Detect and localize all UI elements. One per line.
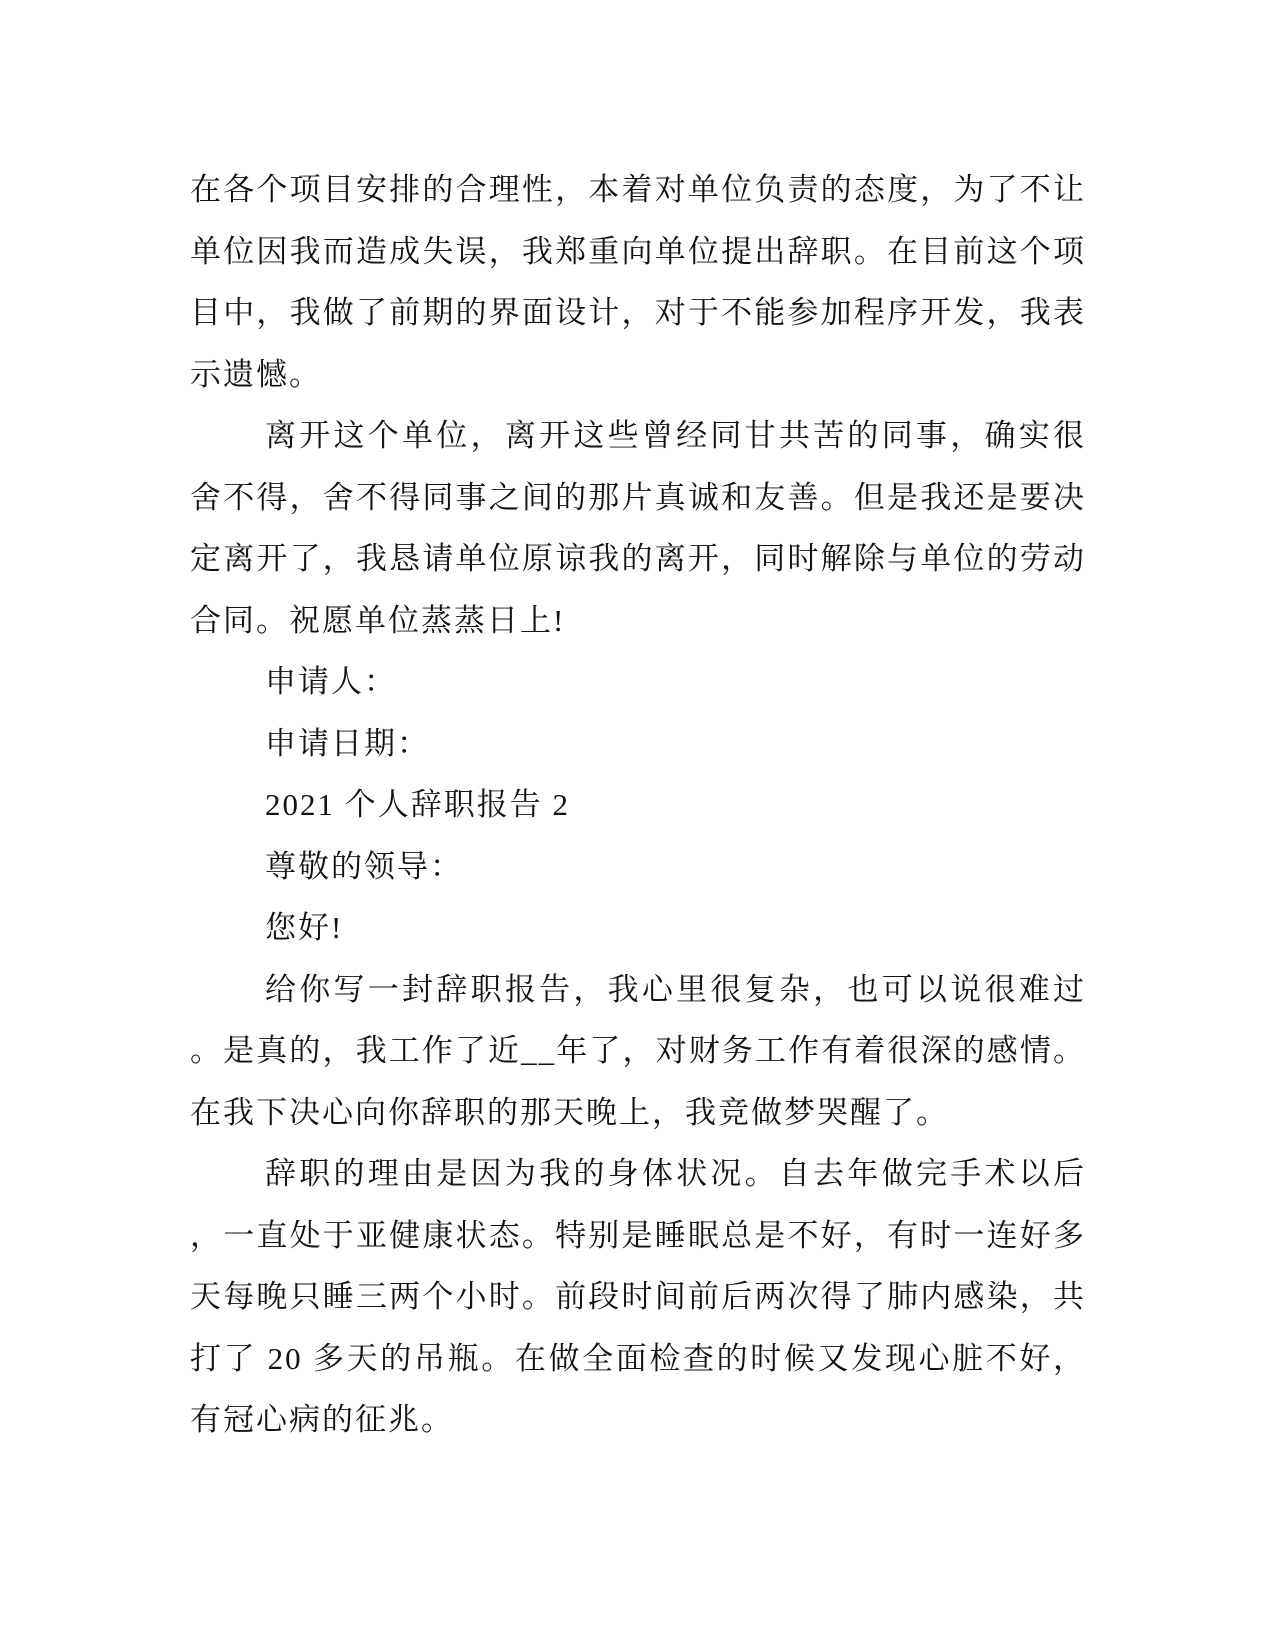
document-body [190, 159, 1086, 1451]
text-line: 目中，我做了前期的界面设计，对于不能参加程序开发，我表 [190, 295, 1086, 330]
text-line: 您好! [265, 910, 344, 945]
text-line: 定离开了，我恳请单位原谅我的离开，同时解除与单位的劳动 [190, 541, 1086, 576]
text-line: 合同。祝愿单位蒸蒸日上! [190, 602, 566, 638]
text-line: 尊敬的领导： [265, 848, 463, 884]
text-line: 在我下决心向你辞职的那天晚上，我竞做梦哭醒了。 [190, 1094, 949, 1130]
text-line: ，一直处于亚健康状态。特别是睡眠总是不好，有时一连好多 [190, 1217, 1086, 1253]
text-line: 示遗憾。 [190, 356, 322, 392]
text-line: 天每晚只睡三两个小时。前段时间前后两次得了肺内感染，共 [190, 1279, 1086, 1314]
text-line: 2021 个人辞职报告 2 [265, 787, 570, 822]
text-line: 给你写一封辞职报告，我心里很复杂，也可以说很难过 [265, 971, 1086, 1007]
text-line: 辞职的理由是因为我的身体状况。自去年做完手术以后 [265, 1156, 1086, 1191]
text-line: 申请日期： [265, 725, 430, 761]
text-line: 打了 20 多天的吊瓶。在做全面检查的时候又发现心脏不好， [190, 1340, 1086, 1376]
text-line: 有冠心病的征兆。 [190, 1402, 454, 1437]
text-line: 在各个项目安排的合理性，本着对单位负责的态度，为了不让 [190, 172, 1086, 207]
text-line: 单位因我而造成失误，我郑重向单位提出辞职。在目前这个项 [190, 233, 1086, 269]
text-line: 离开这个单位，离开这些曾经同甘共苦的同事，确实很 [265, 418, 1086, 453]
text-line: 舍不得，舍不得同事之间的那片真诚和友善。但是我还是要决 [190, 479, 1086, 515]
text-line: 。是真的，我工作了近__年了，对财务工作有着很深的感情。 [190, 1033, 1086, 1068]
text-line: 申请人： [265, 664, 397, 699]
